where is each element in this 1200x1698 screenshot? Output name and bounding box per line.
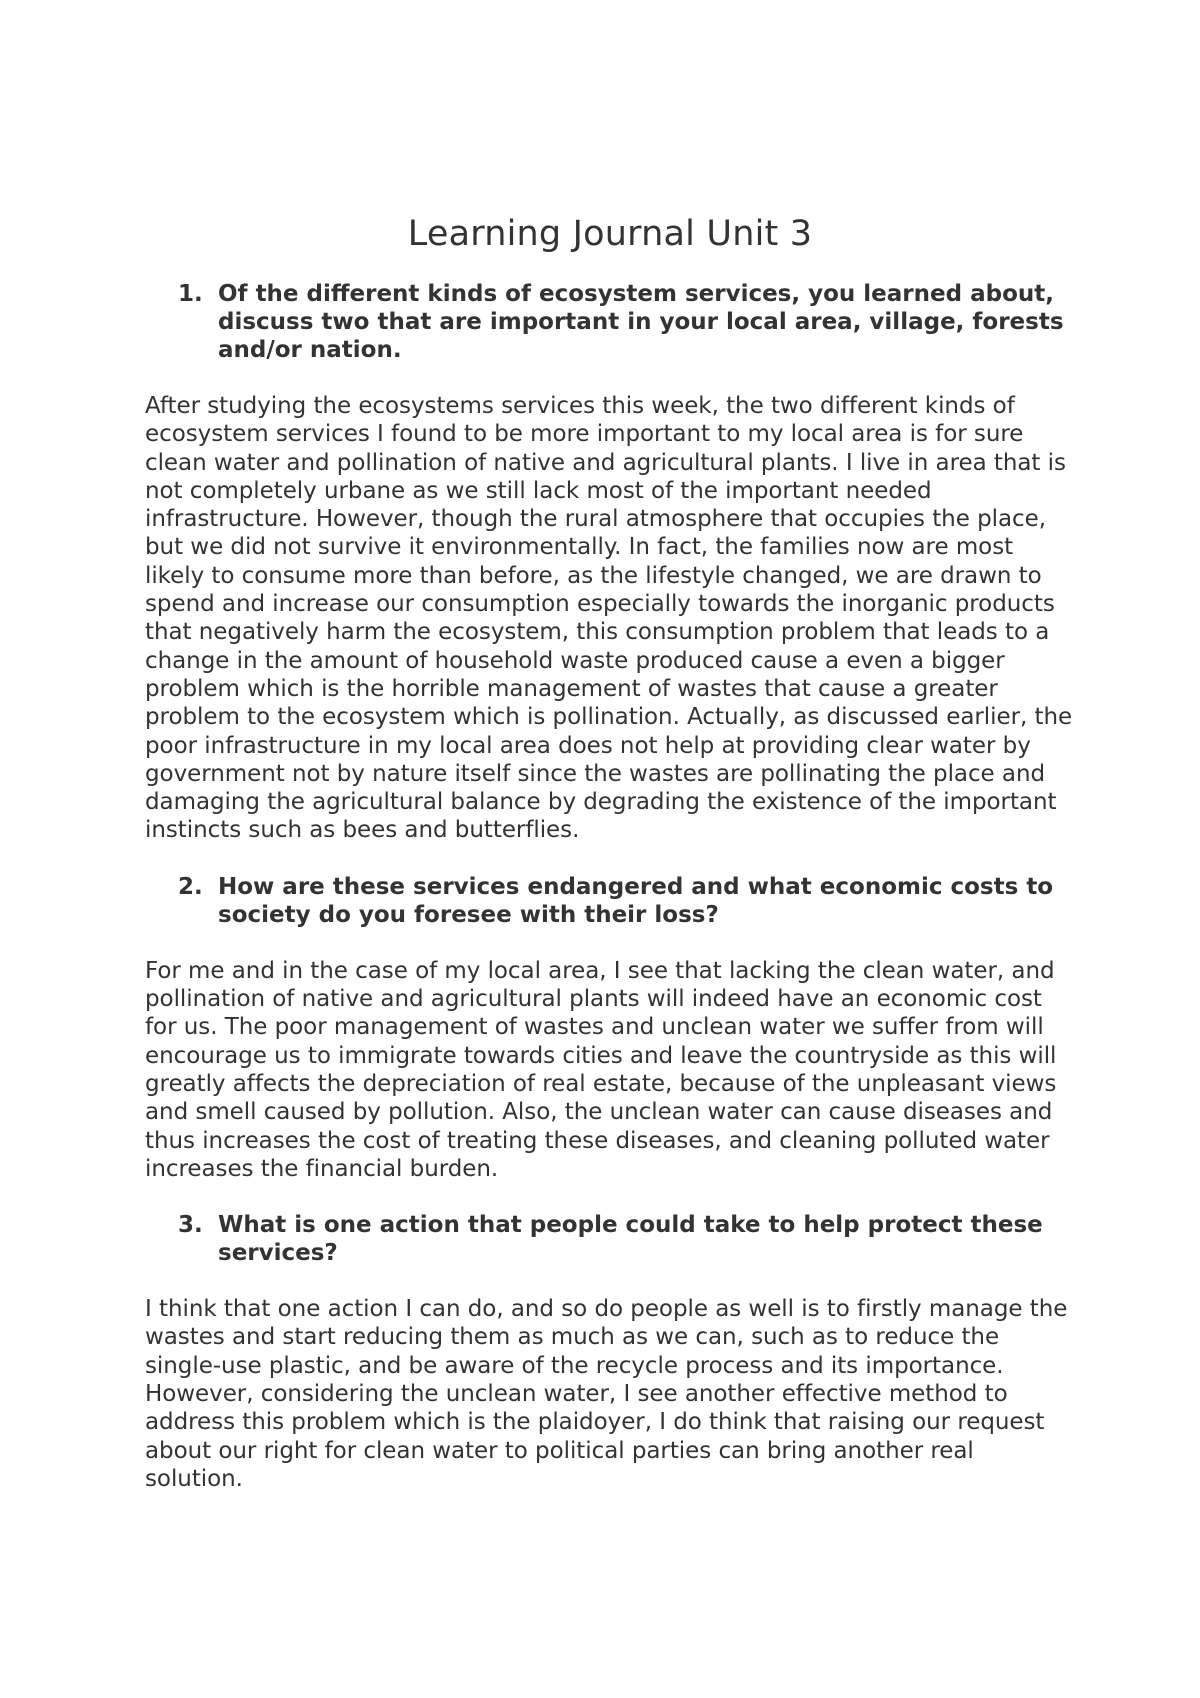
question-1-text: Of the different kinds of ecosystem services, you learned about, discuss two that are important in your local area, village, forests and/or nation.: [218, 281, 1064, 363]
question-2-number: 2.: [178, 873, 203, 900]
question-1: [145, 280, 1075, 364]
document-page: [145, 214, 1075, 1521]
question-2-text: How are these services endangered and what economic costs to society do you foresee with their loss?: [218, 873, 1054, 928]
page-title: Learning Journal Unit 3: [407, 214, 813, 254]
question-1-number: 1.: [178, 281, 203, 307]
question-3: [145, 1211, 1075, 1267]
answer-3: I think that one action I can do, and so do people as well is to firstly manage the wastes and start reducing them as much as we can, such as to reduce the single-use plastic, and be aware of the recycle process and its importance. However, considering the unclean water, I see another effective method to address this problem which is the plaidoyer, I do think that raising our request about our right for clean water to political parties can bring another real solution.: [145, 1296, 1068, 1492]
question-3-number: 3.: [178, 1212, 203, 1239]
answer-1: After studying the ecosystems services this week, the two different kinds of ecosystem services I found to be more important to my local area is for sure clean water and pollination of native and agricultural plants. I live in area that is not completely urbane as we still lack most of the important needed infrastructure. However, though the rural atmosphere that occupies the place, but we did not survive it environmentally. In fact, the families now are most likely to consume more than before, as the lifestyle changed, we are drawn to spend and increase our consumption especially towards the inorganic products that negatively harm the ecosystem, this consumption problem that leads to a change in the amount of household waste produced cause a even a bigger problem which is the horrible management of wastes that cause a greater problem to the ecosystem which is pollination. Actually, as discussed earlier, the poor infrastructure in my local area does not help at providing clear water by government not by nature itself since the wastes are pollinating the place and damaging the agricultural balance by degrading the existence of the important instincts such as bees and butterflies.: [145, 393, 1073, 844]
question-2: [145, 873, 1075, 929]
question-3-text: What is one action that people could take to help protect these services?: [218, 1212, 1043, 1267]
answer-2: For me and in the case of my local area, I see that lacking the clean water, and pollination of native and agricultural plants will indeed have an economic cost for us. The poor management of wastes and unclean water we suffer from will encourage us to immigrate towards cities and leave the countryside as this will greatly affects the depreciation of real estate, because of the unpleasant views and smell caused by pollution. Also, the unclean water can cause diseases and thus increases the cost of treating these diseases, and cleaning polluted water increases the financial burden.: [145, 957, 1057, 1182]
